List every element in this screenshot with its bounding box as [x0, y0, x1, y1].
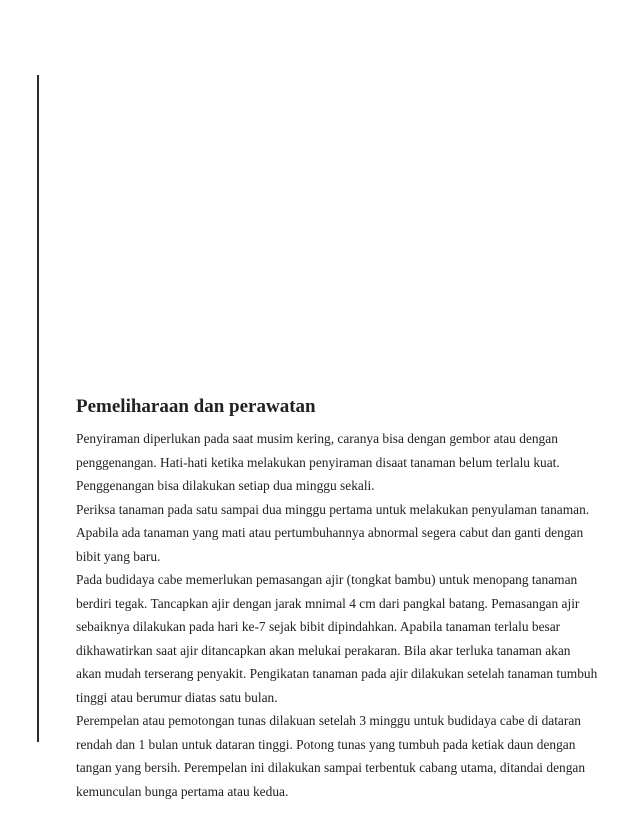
text-line: bibit yang baru.	[76, 548, 161, 564]
text-line: Penyiraman diperlukan pada saat musim kering, caranya bisa dengan gembor atau dengan	[76, 431, 558, 446]
margin-rule	[37, 75, 39, 742]
text-line: Penggenangan bisa dilakukan setiap dua minggu sekali.	[76, 478, 375, 493]
text-line: tangan yang bersih. Perempelan ini dilakukan sampai terbentuk cabang utama, ditandai dengan	[76, 760, 586, 775]
text-line: berdiri tegak. Tancapkan ajir dengan jarak mnimal 4 cm dari pangkal batang. Pemasangan ajir	[76, 595, 580, 611]
text-line: Periksa tanaman pada satu sampai dua minggu pertama untuk melakukan penyulaman tanaman.	[76, 501, 590, 517]
section-heading: Pemeliharaan dan perawatan	[76, 396, 316, 417]
text-line: Apabila ada tanaman yang mati atau pertumbuhannya abnormal segera cabut dan ganti dengan	[76, 525, 584, 540]
text-line: Pada budidaya cabe memerlukan pemasangan ajir (tongkat bambu) untuk menopang tanaman	[76, 572, 578, 587]
text-line: Perempelan atau pemotongan tunas dilakuan setelah 3 minggu untuk budidaya cabe di dataran	[76, 713, 581, 728]
body-text	[76, 427, 598, 803]
text-line: kemunculan bunga pertama atau kedua.	[76, 783, 289, 799]
text-line: sebaiknya dilakukan pada hari ke-7 sejak bibit dipindahkan. Apabila tanaman terlalu besar	[76, 619, 561, 634]
text-line: penggenangan. Hati-hati ketika melakukan penyiraman disaat tanaman belum terlalu kuat.	[76, 454, 560, 470]
text-line: dikhawatirkan saat ajir ditancapkan akan melukai perakaran. Bila akar terluka tanaman akan	[76, 642, 571, 658]
text-line: akan mudah terserang penyakit. Pengikatan tanaman pada ajir dilakukan setelah tanaman tumbuh	[76, 666, 598, 681]
text-line: rendah dan 1 bulan untuk dataran tinggi. Potong tunas yang tumbuh pada ketiak daun dengan	[76, 736, 576, 752]
text-line: tinggi atau berumur diatas satu bulan.	[76, 689, 278, 705]
